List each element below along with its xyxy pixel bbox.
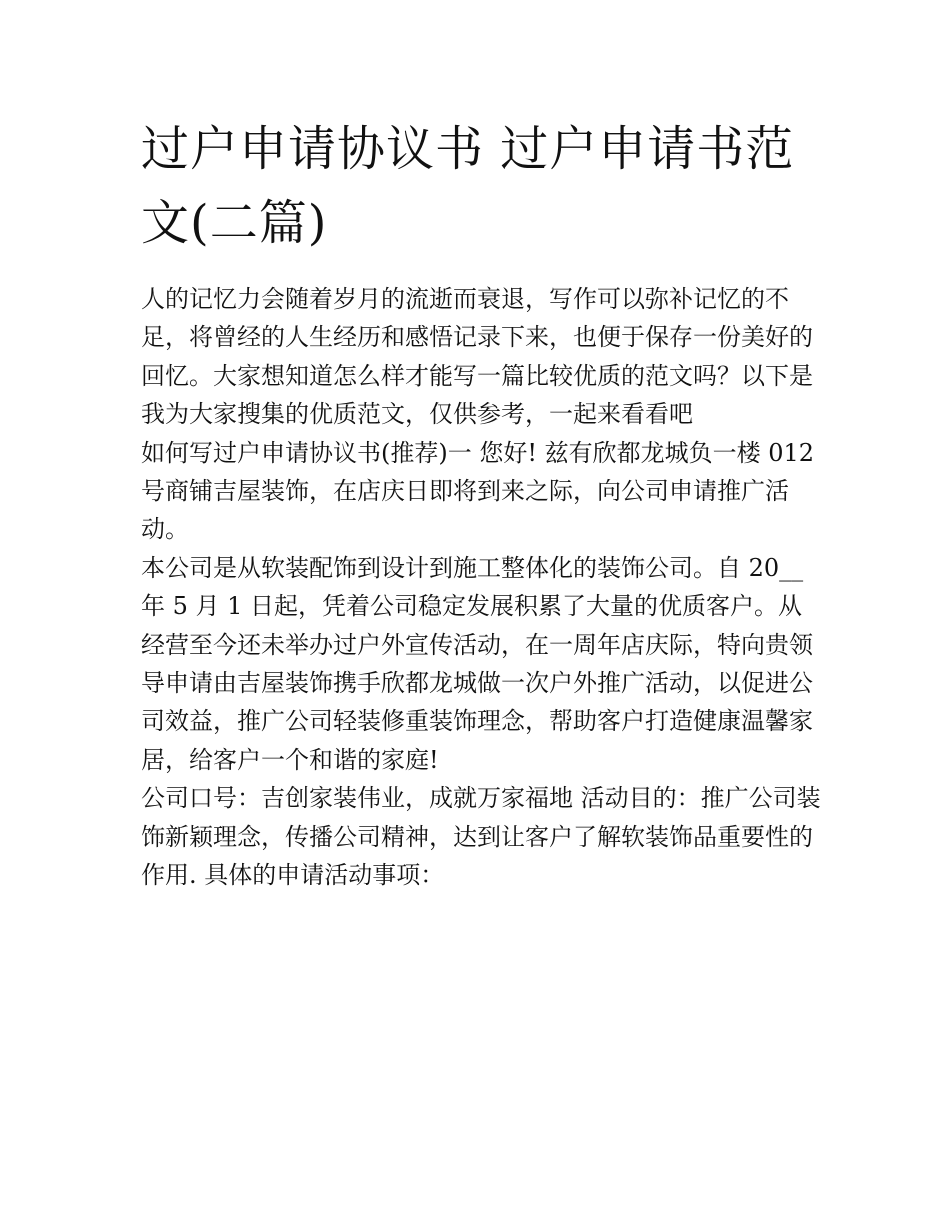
paragraph-company: 本公司是从软装配饰到设计到施工整体化的装饰公司。自 20__ 年 5 月 1 日起，凭着公司稳定发展积累了大量的优质客户。从经营至今还未举办过户外宣传活动，在一周年店庆际，特向贵领导申请由吉屋装饰携手欣都龙城做一次户外推广活动，以促进公司效益，推广公司轻装修重装饰理念，帮助客户打造健康温馨家居，给客户一个和谐的家庭! <box>141 553 813 774</box>
document-body <box>141 280 821 895</box>
paragraph-greeting: 如何写过户申请协议书(推荐)一 您好! 兹有欣都龙城负一楼 012 号商铺吉屋装饰，在店庆日即将到来之际，向公司申请推广活动。 <box>141 438 815 544</box>
paragraph-intro: 人的记忆力会随着岁月的流逝而衰退，写作可以弥补记忆的不足，将曾经的人生经历和感悟记录下来，也便于保存一份美好的回忆。大家想知道怎么样才能写一篇比较优质的范文吗？以下是我为大家搜集的优质范文，仅供参考，一起来看看吧 <box>141 285 813 429</box>
paragraph-slogan: 公司口号：吉创家装伟业，成就万家福地 活动目的：推广公司装饰新颖理念，传播公司精神，达到让客户了解软装饰品重要性的作用. 具体的申请活动事项： <box>141 784 821 890</box>
document-title: 过户申请协议书 过户申请书范文(二篇) <box>141 121 795 251</box>
